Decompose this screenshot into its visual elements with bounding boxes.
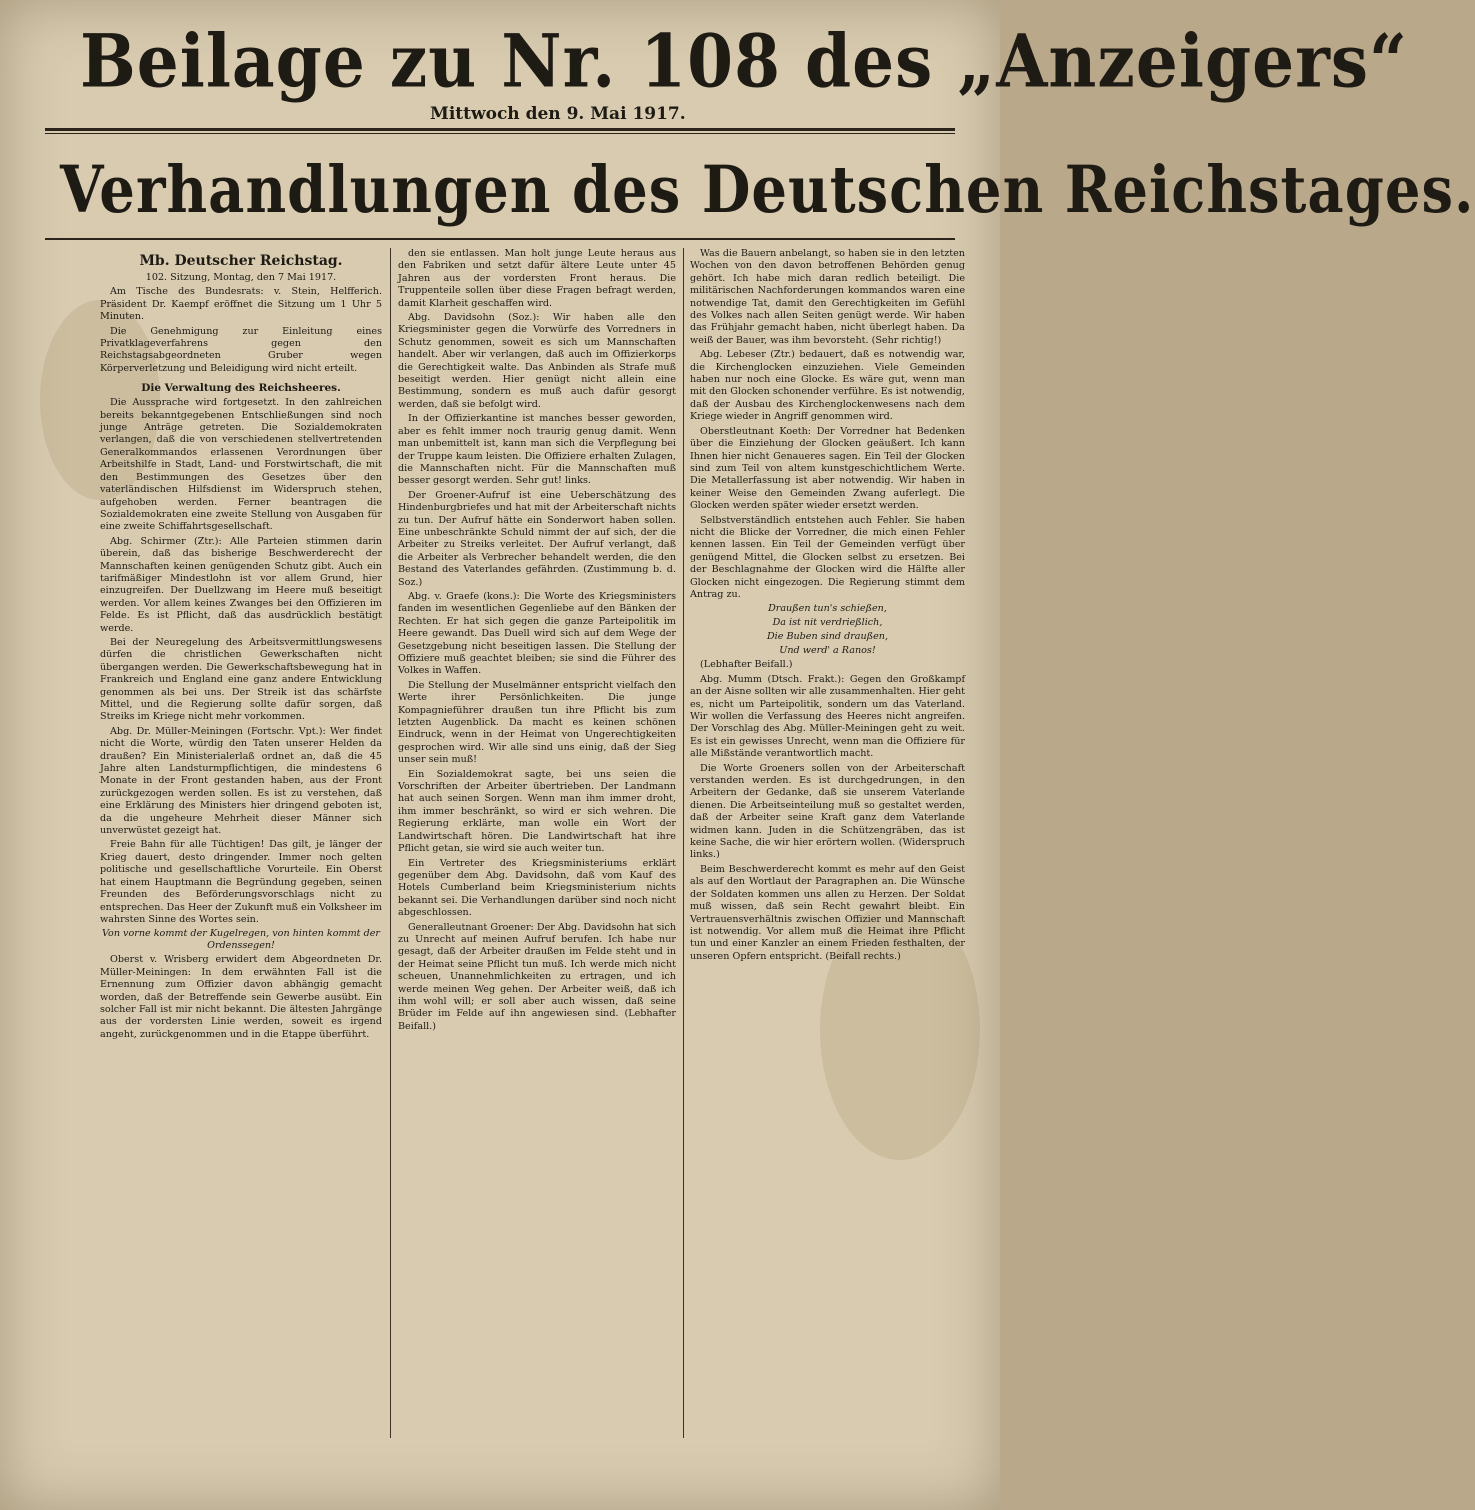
column-2 [398, 248, 676, 1438]
header-rule [45, 128, 955, 131]
headline: Verhandlungen des Deutschen Reichstages. [60, 152, 1475, 228]
article-paragraph: Was die Bauern anbelangt, so haben sie in den letzten Wochen von den davon betroffenen Behörden genug gehört. Ich habe mich daran redlich beteiligt. Die militärischen Nachforderungen kommandos waren eine notwendige Tat, damit den Gerechtigkeiten im Gefühl des Volkes nach allen Seiten genügt werde. Wir haben das Frühjahr gemacht haben, nicht überlegt haben. Da weiß der Bauer, was ihm bevorsteht. (Sehr richtig!) [690, 248, 965, 346]
article-paragraph: Abg. Dr. Müller-Meiningen (Fortschr. Vpt.): Wer findet nicht die Worte, würdig den Taten unserer Helden da draußen? Ein Ministerialerlaß ordnet an, daß die 45 Jahre alten Landsturmpflichtigen, die mindestens 6 Monate in der Front gestanden haben, aus der Front zurückgezogen werden sollen. Es ist zu verstehen, daß eine Erklärung des Ministers hier dringend geboten ist, da die ungeheure Mehrheit dieser Männer sich unverwüstet gezeigt hat. [100, 725, 382, 837]
verse-line: Draußen tun's schießen, [768, 603, 887, 615]
article-paragraph: Abg. Schirmer (Ztr.): Alle Parteien stimmen darin überein, daß das bisherige Beschwerderecht der Mannschaften keinen genügenden Schutz gibt. Auch ein tarifmäßiger Mindestlohn ist vor allem Grund, hier einzugreifen. Der Duellzwang im Heere muß beseitigt werden. Vor allem keines Zwanges bei den Offizieren im Felde. Es ist Pflicht, daß das ausdrücklich bestätigt werde. [100, 535, 382, 634]
article-paragraph: Selbstverständlich entstehen auch Fehler. Sie haben nicht die Blicke der Vorredner, die mich einen Fehler kennen lassen. Ein Teil der Gemeinden verfügt über genügend Mittel, die Glocken selbst zu ersetzen. Bei der Beschlagnahme der Glocken wird die Hälfte aller Glocken nicht eingezogen. Die Regierung stimmt dem Antrag zu. [690, 514, 965, 600]
article-paragraph: Die Worte Groeners sollen von der Arbeiterschaft verstanden werden. Es ist durchgedrungen, in den Arbeitern der Gedanke, daß sie unserem Vaterlande dienen. Die Arbeitseinteilung muß so gestaltet werden, daß der Arbeiter seine Kraft ganz dem Vaterlande widmen kann. Juden in die Schützengräben, das ist keine Sache, die wir hier erörtern wollen. (Widerspruch links.) [690, 762, 965, 861]
article-paragraph: Ein Sozialdemokrat sagte, bei uns seien die Vorschriften der Arbeiter übertrieben. Der Landmann hat auch seinen Sorgen. Wenn man ihm immer droht, ihm immer beschränkt, so wird er sich wehren. Die Regierung erklärte, man wolle ein Wort der Landwirtschaft hören. Die Landwirtschaft hat ihre Pflicht getan, sie wird sie auch weiter tun. [398, 768, 676, 855]
article-paragraph: In der Offizierkantine ist manches besser geworden, aber es fehlt immer noch traurig genug damit. Wenn man unbemittelt ist, kann man sich die Verpflegung bei der Truppe kaum leisten. Die Offiziere erhalten Zulagen, die Mannschaften nicht. Für die Mannschaften muß besser gesorgt werden. Sehr gut! links. [398, 413, 676, 487]
article-paragraph: Die Stellung der Muselmänner entspricht vielfach den Werte ihrer Persönlichkeiten. Die junge Kompagnieführer draußen tun ihre Pflicht bis zum letzten Augenblick. Da macht es keinen schönen Eindruck, wenn in der Heimat von Ungerechtigkeiten gesprochen wird. Wir alle sind uns einig, daß der Sieg unser sein muß! [398, 679, 676, 766]
article-paragraph: Ein Vertreter des Kriegsministeriums erklärt gegenüber dem Abg. Davidsohn, daß vom Kauf des Hotels Cumberland beim Kriegsministerium nichts bekannt sei. Die Verhandlungen darüber sind noch nicht abgeschlossen. [398, 857, 676, 919]
column-divider [390, 248, 391, 1438]
masthead: Beilage zu Nr. 108 des „Anzeigers“ [80, 18, 1408, 104]
article-paragraph: Abg. v. Graefe (kons.): Die Worte des Kriegsministers fanden im wesentlichen Gegenliebe auf den Bänken der Rechten. Er hat sich gegen die ganze Parteipolitik im Heere gewandt. Das Duell wird sich auf dem Wege der Gesetzgebung nicht beseitigen lassen. Die Stellung der Offiziere muß geachtet bleiben; sie sind die Führer des Volkes in Waffen. [398, 590, 676, 677]
article-paragraph: den sie entlassen. Man holt junge Leute heraus aus den Fabriken und setzt dafür ältere Leute unter 45 Jahren aus der vordersten Front heraus. Die Truppenteile sollen über diese Fragen befragt werden, damit Klarheit geschaffen wird. [398, 248, 676, 309]
verse-line: Die Buben sind draußen, [766, 631, 889, 643]
verse: Von vorne kommt der Kugelregen, von hinten kommt der Ordenssegen! [102, 928, 380, 952]
section-title: Mb. Deutscher Reichstag. [139, 253, 343, 269]
session-line: 102. Sitzung, Montag, den 7 Mai 1917. [145, 272, 337, 283]
article-paragraph: Freie Bahn für alle Tüchtigen! Das gilt, je länger der Krieg dauert, desto dringender. Immer noch gelten politische und gesellschaftliche Vorurteile. Ein Oberst hat einem Hauptmann die Begründung gegeben, seinen Freunden des Beförderungsvorschlags nicht zu entsprechen. Das Heer der Zukunft muß ein Volksheer im wahrsten Sinne des Wortes sein. [100, 839, 382, 925]
column-1 [100, 248, 382, 1438]
column-3 [690, 248, 965, 1438]
article-paragraph: Die Genehmigung zur Einleitung eines Privatklageverfahrens gegen den Reichstagsabgeordneten Gruber wegen Körperverletzung und Beleidigung wird nicht erteilt. [100, 325, 382, 374]
verse-line: Und werd' a Ranos! [779, 645, 876, 657]
article-paragraph: Am Tische des Bundesrats: v. Stein, Helfferich. Präsident Dr. Kaempf eröffnet die Sitzung um 1 Uhr 5 Minuten. [100, 286, 382, 323]
verse-line: Da ist nit verdrießlich, [772, 617, 883, 629]
dateline: Mittwoch den 9. Mai 1917. [430, 104, 686, 124]
column-divider [683, 248, 684, 1438]
article-paragraph: Beim Beschwerderecht kommt es mehr auf den Geist als auf den Wortlaut der Paragraphen an. Die Wünsche der Soldaten kommen uns allen zu Herzen. Der Soldat muß wissen, daß sein Recht gewahrt bleibt. Ein Vertrauensverhältnis zwischen Offizier und Mannschaft ist notwendig. Vor allem muß die Heimat ihre Pflicht tun und einer Kanzler an einem Frieden festhalten, der unseren Opfern entspricht. (Beifall rechts.) [690, 863, 965, 962]
article-paragraph: Abg. Lebeser (Ztr.) bedauert, daß es notwendig war, die Kirchenglocken einzuziehen. Viele Gemeinden haben nur noch eine Glocke. Es wäre gut, wenn man mit den Glocken schonender verführe. Es ist notwendig, daß der Ausbau des Kirchenglockenwesens nach dem Kriege wieder in Angriff genommen wird. [690, 349, 965, 423]
sub-title: Die Verwaltung des Reichsheeres. [141, 382, 341, 395]
header-rule-thin [45, 133, 955, 134]
article-paragraph: Der Groener-Aufruf ist eine Ueberschätzung des Hindenburgbriefes und hat mit der Arbeiterschaft nichts zu tun. Der Aufruf hätte ein Sonderwort haben sollen. Eine unbeschränkte Schuld nimmt der auf sich, der die Arbeiter zu Streiks verleitet. Der Aufruf verlangt, daß die Arbeiter als Verbrecher behandelt werden, die den Bestand des Vaterlandes gefährden. (Zustimmung b. d. Soz.) [398, 489, 676, 588]
headline-rule [45, 238, 955, 240]
article-paragraph: (Lebhafter Beifall.) [700, 659, 793, 671]
article-paragraph: Oberst v. Wrisberg erwidert dem Abgeordneten Dr. Müller-Meiningen: In dem erwähnten Fall ist die Ernennung zum Offizier davon abhängig gemacht worden, daß der Betreffende sein Gewerbe ausübt. Ein solcher Fall ist mir nicht bekannt. Die ältesten Jahrgänge aus der vordersten Linie werden, soweit es irgend angeht, zurückgenommen und in die Etappe überführt. [100, 954, 382, 1040]
article-paragraph: Abg. Mumm (Dtsch. Frakt.): Gegen den Großkampf an der Aisne sollten wir alle zusammenhalten. Hier geht es, nicht um Parteipolitik, sondern um das Vaterland. Wir wollen die Verfassung des Heeres nicht angreifen. Der Vorschlag des Abg. Müller-Meiningen geht zu weit. Es ist ein gewisses Unrecht, wenn man die Offiziere für alle Mißstände verantwortlich macht. [690, 673, 965, 760]
article-paragraph: Die Aussprache wird fortgesetzt. In den zahlreichen bereits bekanntgegebenen Entschließungen sind noch junge Anträge getreten. Die Sozialdemokraten verlangen, daß die von verschiedenen stellvertretenden Generalkommandos erlassenen Verordnungen über Arbeitshilfe in Stadt, Land- und Forstwirtschaft, die mit den Bestimmungen des Gesetzes über den vaterländischen Hilfsdienst im Widerspruch stehen, aufgehoben werden. Ferner beantragen die Sozialdemokraten eine zweite Stellung von Ausgaben für eine zweite Schiffahrtsgesellschaft. [100, 397, 382, 533]
article-paragraph: Bei der Neuregelung des Arbeitsvermittlungswesens dürfen die christlichen Gewerkschaften nicht übergangen werden. Die Gewerkschaftsbewegung hat in Frankreich und England eine ganz andere Entwicklung genommen als bei uns. Der Streik ist das schärfste Mittel, und die Regierung sollte dafür sorgen, daß Streiks im Kriege nicht mehr vorkommen. [100, 636, 382, 723]
article-paragraph: Generalleutnant Groener: Der Abg. Davidsohn hat sich zu Unrecht auf meinen Aufruf berufen. Ich habe nur gesagt, daß der Arbeiter draußen im Felde steht und in der Heimat seine Pflicht tun muß. Ich werde mich nicht scheuen, Unannehmlichkeiten zu ertragen, und ich werde meinen Weg gehen. Der Arbeiter weiß, daß ich ihm wohl will; er soll aber auch wissen, daß seine Brüder im Felde auf ihn angewiesen sind. (Lebhafter Beifall.) [398, 921, 676, 1032]
article-paragraph: Oberstleutnant Koeth: Der Vorredner hat Bedenken über die Einziehung der Glocken geäußert. Ich kann Ihnen hier nicht Genaueres sagen. Ein Teil der Glocken sind zum Teil von altem kunstgeschichtlichem Werte. Die Metallerfassung ist aber notwendig. Wir haben in keiner Weise den Gemeinden Zwang auferlegt. Die Glocken werden später wieder ersetzt werden. [690, 425, 965, 512]
article-paragraph: Abg. Davidsohn (Soz.): Wir haben alle den Kriegsminister gegen die Vorwürfe des Vorredners in Schutz genommen, soweit es sich um Mannschaften handelt. Aber wir verlangen, daß auch im Offizierkorps die Gerechtigkeit walte. Das Anbinden als Strafe muß beseitigt werden. Hier genügt nicht allein eine Bestimmung, sondern es muß auch dafür gesorgt werden, daß sie befolgt wird. [398, 312, 676, 410]
